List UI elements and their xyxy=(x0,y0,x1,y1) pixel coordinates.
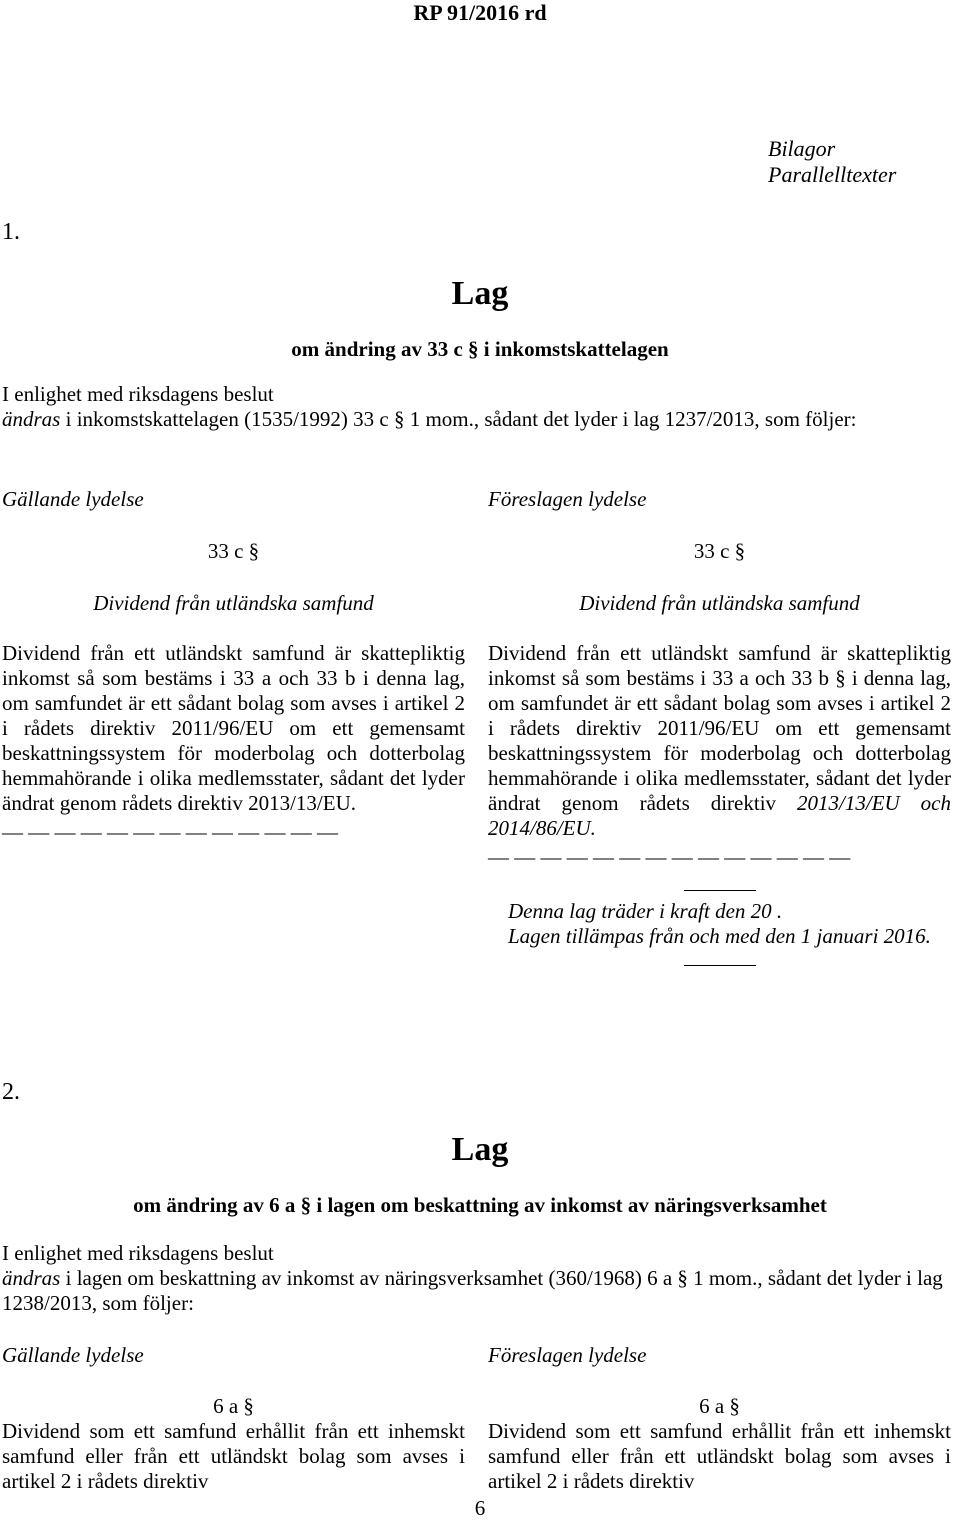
section-1-intro xyxy=(2,382,958,432)
section-1-left-paragraph: Dividend från ett utländskt samfund är skattepliktig inkomst så som bestäms i 33 a och 33 b i denna lag, om samfundet är ett sådant bolag som avses i artikel 2 i rådets direktiv 2011/96/EU om ett gemensamt beskattningssystem för moderbolag och dotterbolag hemmahörande i olika medlemsstater, sådant det lyder ändrat genom rådets direktiv 2013/13/EU. xyxy=(2,641,465,815)
section-1-intro-rest: i inkomstskattelagen (1535/1992) 33 c § 1 mom., sådant det lyder i lag 1237/2013, som följer: xyxy=(60,407,857,431)
section-2-right-paragraph: Dividend som ett samfund erhållit från ett inhemskt samfund eller från ett utländskt bolag som avses i artikel 2 i rådets direktiv xyxy=(488,1419,951,1493)
section-2-left-column-head: Gällande lydelse xyxy=(2,1343,144,1367)
section-1-right-paragraph xyxy=(488,641,951,841)
document-id-header: RP 91/2016 rd xyxy=(413,0,547,25)
page-number: 6 xyxy=(474,1496,486,1520)
section-2-right-section-number: 6 a § xyxy=(699,1394,740,1418)
section-2-left-section-number: 6 a § xyxy=(213,1394,254,1418)
section-1-right-column-head: Föreslagen lydelse xyxy=(488,487,647,511)
section-2-intro-emph: ändras xyxy=(2,1266,61,1290)
section-1-intro-line1: I enlighet med riksdagens beslut xyxy=(2,382,274,406)
section-1-subtitle: om ändring av 33 c § i inkomstskattelagen xyxy=(291,337,669,361)
annex-label xyxy=(768,136,896,188)
section-1-left-section-heading: Dividend från utländska samfund xyxy=(93,591,374,615)
section-1-right-section-number: 33 c § xyxy=(693,539,746,563)
section-1-number: 1. xyxy=(2,219,20,245)
section-1-right-section-heading: Dividend från utländska samfund xyxy=(579,591,860,615)
section-2-intro-body xyxy=(2,1266,958,1316)
section-1-intro-emph: ändras xyxy=(2,407,61,431)
section-1-left-column xyxy=(2,539,465,845)
section-2-subtitle: om ändring av 6 a § i lagen om beskattning av inkomst av näringsverksamhet xyxy=(133,1193,827,1217)
section-2-intro xyxy=(2,1241,958,1316)
section-1-left-section-number: 33 c § xyxy=(207,539,260,563)
section-1-left-column-head: Gällande lydelse xyxy=(2,487,144,511)
section-2-right-column xyxy=(488,1394,951,1494)
section-2-right-column-head: Föreslagen lydelse xyxy=(488,1343,647,1367)
section-1-right-paragraph-emph: 2013/13/EU och 2014/86/EU. xyxy=(488,791,951,840)
section-1-separator-rule-top xyxy=(684,890,756,891)
section-1-separator-rule-bottom xyxy=(684,965,756,966)
section-2-left-paragraph: Dividend som ett samfund erhållit från ett inhemskt samfund eller från ett utländskt bolag som avses i artikel 2 i rådets direktiv xyxy=(2,1419,465,1493)
section-1-right-omission-dashes: — — — — — — — — — — — — — — xyxy=(488,845,851,869)
section-1-application-date: Lagen tillämpas från och med den 1 januari 2016. xyxy=(508,924,931,948)
annex-label-line2: Parallelltexter xyxy=(768,162,897,187)
section-2-intro-line1: I enlighet med riksdagens beslut xyxy=(2,1241,274,1265)
section-1-entry-into-force: Denna lag träder i kraft den 20 . xyxy=(508,899,783,923)
annex-label-line1: Bilagor xyxy=(768,136,836,161)
section-1-title: Lag xyxy=(451,275,509,312)
section-2-number: 2. xyxy=(2,1079,20,1105)
section-2-left-column xyxy=(2,1394,465,1494)
section-1-right-paragraph-text: Dividend från ett utländskt samfund är skattepliktig inkomst så som bestäms i 33 a och 33 b § i denna lag, om samfundet är ett sådant bolag som avses i artikel 2 i rådets direktiv 2011/96/EU om ett gemensamt beskattningssystem för moderbolag och dotterbolag hemmahörande i olika medlemsstater, sådant det lyder ändrat genom rådets direktiv xyxy=(488,641,951,815)
section-1-left-omission-dashes: — — — — — — — — — — — — — xyxy=(2,820,338,844)
section-2-title: Lag xyxy=(451,1131,509,1168)
section-2-intro-rest: i lagen om beskattning av inkomst av näringsverksamhet (360/1968) 6 a § 1 mom., sådant det lyder i lag 1238/2013, som följer: xyxy=(2,1266,943,1315)
section-1-right-column xyxy=(488,539,951,966)
section-1-intro-body xyxy=(2,407,958,432)
